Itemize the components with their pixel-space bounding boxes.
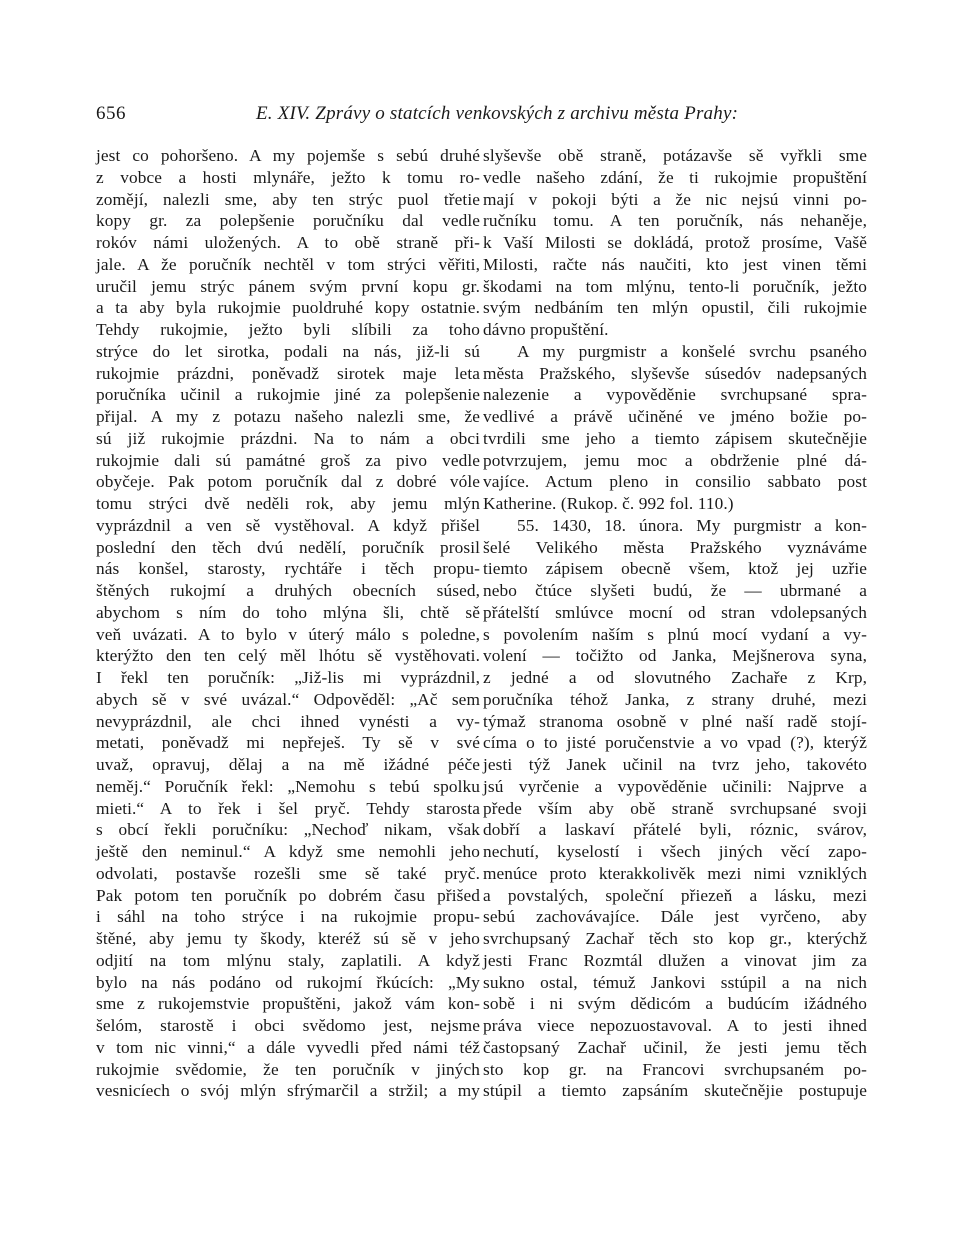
text-line: a ta aby byla rukojmie puoldruhé kopy ostatnie. bbox=[96, 298, 480, 318]
text-line: vajíce. Actum pleno in consilio sabbato post bbox=[483, 472, 867, 492]
text-line: nechutí, kyselostí i všech jiných věcí zapo- bbox=[483, 842, 867, 861]
text-line: poslední den těch dvú nedělí, poručník prosil bbox=[96, 537, 480, 557]
text-line: volení — točižto od Janka, Mejšnerova syna, bbox=[483, 646, 867, 666]
text-line: stúpil a tiemto zapsáním skutečnějie postupuje bbox=[483, 1081, 867, 1101]
text-line: jesti týž Janek učinil na tvrz jeho, takovéto bbox=[483, 755, 867, 774]
text-line: vedle našeho zdání, že ti rukojmie propuštění bbox=[483, 167, 867, 187]
text-line: odjití na tom mlýnu staly, zaplatili. A když bbox=[96, 950, 480, 970]
text-line: zomějí, nalezli sme, aby ten strýc puol třetie bbox=[96, 189, 480, 209]
text-line: přátelští smlúvce mocní od stran vdolepsaných bbox=[483, 602, 867, 622]
text-line: rukojmie prázdni, poněvadž sirotek maje leta bbox=[96, 363, 480, 383]
text-line: potvrzujem, jemu moc a obdrženie plné dá- bbox=[483, 450, 867, 470]
text-line: sto kop gr. na Francovi svrchupsaném po- bbox=[483, 1059, 867, 1079]
text-line: vyprázdnil a ven sě vystěhoval. A když přišel bbox=[96, 515, 480, 535]
text-line: s obcí řekli poručníku: „Nechoď nikam, však bbox=[96, 820, 480, 840]
text-line: rukojmie svědomie, že ten poručník v jiných bbox=[96, 1059, 480, 1079]
text-line: nalezenie a vypověděnie svrchupsané spra- bbox=[483, 385, 867, 405]
text-line: vesnicíech o svój mlýn sfrýmarčil a stržil; a my bbox=[96, 1081, 480, 1101]
text-line: slyševše obě straně, potázavše sě vyřkli sme bbox=[483, 146, 867, 165]
text-line: sú již rukojmie prázdni. Na to nám a obci bbox=[96, 428, 480, 448]
text-line: mieti.“ A to řek i šel pryč. Tehdy starosta bbox=[96, 798, 480, 818]
right-text-column bbox=[483, 145, 867, 1102]
text-line: nebo čtúce slyšeti budú, že — ubrmané a bbox=[483, 581, 867, 600]
text-line: abychom s ním do toho mlýna šli, chtě sě bbox=[96, 602, 480, 622]
text-line: Katherine. (Rukop. č. 992 fol. 110.) bbox=[483, 494, 734, 513]
text-line: nevyprázdnil, ale chci ihned vynésti a vy- bbox=[96, 711, 480, 731]
text-line: přijal. A my z potazu našeho nalezli sme, že bbox=[96, 407, 480, 426]
text-line: tvrdili sme jeho a tiemto zápisem skutečnějie bbox=[483, 428, 867, 448]
text-line: svým nedbáním ten mlýn opustil, čili rukojmie bbox=[483, 298, 867, 318]
text-line: sme z rukojemstvie propuštěni, jakož vám kon- bbox=[96, 994, 480, 1014]
text-line: i sáhl na toho strýce i na rukojmie propu- bbox=[96, 907, 480, 927]
text-line: svrchupsaný Zachař těch sto kop gr., kterýchž bbox=[483, 929, 867, 948]
text-line: veň uvázati. A to bylo v úterý málo s poledne, bbox=[96, 624, 480, 644]
text-line: jest co pohoršeno. A my pojemše s sebú druhé bbox=[96, 146, 480, 165]
text-line: častopsaný Zachař učinil, že jesti jemu těch bbox=[483, 1037, 867, 1057]
text-line: nás konšel, starosty, rychtáře i těch propu- bbox=[96, 559, 480, 579]
text-line: Tehdy rukojmie, ježto byli slíbili za toho bbox=[96, 320, 480, 339]
text-line: v tom nic vinni,“ a dále vyvedli před námi též bbox=[96, 1037, 480, 1057]
text-line: štěných rukojmí a druhých obecních súsed, bbox=[96, 581, 480, 600]
text-line: poručníka učinil a rukojmie jiné za polepšenie bbox=[96, 385, 480, 405]
text-line: metati, poněvadž mi nepřeješ. Ty sě v své bbox=[96, 733, 480, 753]
text-line: šelóm, starostě i obci svědomo jest, nejsme bbox=[96, 1016, 480, 1035]
text-line: strýce do let sirotka, podali na nás, již-li sú bbox=[96, 341, 480, 361]
text-line: A my purgmistr a konšelé svrchu psaného bbox=[517, 341, 867, 361]
text-line: sobě i ni svým dědicóm a budúcím ižádného bbox=[483, 994, 867, 1014]
text-line: menúce proto kterakkolivěk mezi nimi vzniklých bbox=[483, 863, 867, 883]
text-line: Milosti, račte nás naučiti, kto jest vinen těmi bbox=[483, 254, 867, 274]
text-line: štěné, aby jemu ty škody, kteréž sú sě v jeho bbox=[96, 929, 480, 948]
text-line: z jedné a od slovutného Zachaře z Krp, bbox=[483, 668, 867, 687]
text-line: jsú vyrčenie a vypověděnie učinili: Najprve a bbox=[483, 776, 867, 796]
text-line: obyčeje. Pak potom poručník dal z dobré vóle bbox=[96, 472, 480, 492]
page-header bbox=[96, 103, 876, 129]
text-line: 55. 1430, 18. února. My purgmistr a kon- bbox=[517, 515, 867, 535]
text-line: k Vaší Milosti se dokládá, protož prosíme, Vašě bbox=[483, 233, 867, 252]
text-line: rokóv námi uložených. A to obě straně při- bbox=[96, 233, 480, 252]
text-line: města Pražského, slyševše súsedóv nadepsaných bbox=[483, 363, 867, 383]
text-line: tomu strýci dvě neděli rok, aby jemu mlýn bbox=[96, 494, 480, 513]
text-line: abych sě v své uvázal.“ Odpověděl: „Ač sem bbox=[96, 689, 480, 709]
text-line: uvaž, opravuj, dělaj a na mě ižádné péče bbox=[96, 755, 480, 774]
text-line: tiemto zápisem obecně všem, ktož jej uzřie bbox=[483, 559, 867, 579]
text-line: poručníka téhož Janka, z strany druhé, mezi bbox=[483, 689, 867, 709]
text-line: sebú zachovávajíce. Dále jest vyrčeno, aby bbox=[483, 907, 867, 927]
text-line: s povolením naším s plnú mocí vydaní a vy- bbox=[483, 624, 867, 644]
text-line: práva viece nepozuostavoval. A to jesti ihned bbox=[483, 1016, 867, 1035]
text-line: a povstalých, společní přiezeň a lásku, mezi bbox=[483, 885, 867, 905]
text-line: uručil jemu strýc pánem svým první kopu gr. bbox=[96, 276, 480, 296]
text-line: sukno ostal, témuž Jankovi sstúpil a na nich bbox=[483, 972, 867, 992]
text-line: vedlivé a právě učiněné ve jméno božie po- bbox=[483, 407, 867, 426]
text-line: odvolati, postavše rozešli sme sě také pryč. bbox=[96, 863, 480, 883]
text-line: kopy gr. za polepšenie poručníku dal vedle bbox=[96, 211, 480, 231]
text-line: rukojmie dali sú památné groš za pivo vedle bbox=[96, 450, 480, 470]
text-line: dávno propuštění. bbox=[483, 320, 609, 339]
text-line: jesti Franc Rozmtál dlužen a vinovat jim za bbox=[483, 950, 867, 970]
text-line: címa o to jisté poručenstvie a vo vpad (?), kterýž bbox=[483, 733, 867, 753]
text-line: přede vším aby obě straně svrchupsané svoji bbox=[483, 798, 867, 818]
text-line: ještě den neminul.“ A když sme nemohli jeho bbox=[96, 842, 480, 861]
text-line: jale. A že poručník nechtěl v tom strýci věřiti, bbox=[96, 254, 480, 274]
text-line: I řekl ten poručník: „Již-lis mi vyprázdnil, bbox=[96, 668, 480, 687]
text-line: bylo na nás podáno od rukojmí řkúcích: „My bbox=[96, 972, 480, 992]
text-line: škodami na tom mlýnu, tento-li poručník, ježto bbox=[483, 276, 867, 296]
text-line: týmaž stranoma osobně v plné naší radě stojí- bbox=[483, 711, 867, 731]
left-text-column bbox=[96, 145, 480, 1102]
text-line: šelé Velikého města Pražského vyznáváme bbox=[483, 537, 867, 557]
text-line: z vobce a hosti mlynáře, ježto k tomu ro- bbox=[96, 167, 480, 187]
text-line: neměj.“ Poručník řekl: „Nemohu s tebú spolku bbox=[96, 776, 480, 796]
text-line: mají v pokoji býti a že nic nejsú vinni po- bbox=[483, 189, 867, 209]
text-line: ručníku tomu. A ten poručník, nás nehaněje, bbox=[483, 211, 867, 231]
text-line: Pak potom ten poručník po dobrém času přišed bbox=[96, 885, 480, 905]
text-line: kterýžto den ten celý měl lhótu sě vystěhovati. bbox=[96, 646, 480, 666]
page-number: 656 bbox=[96, 103, 126, 124]
running-title: E. XIV. Zprávy o statcích venkovských z archivu města Prahy: bbox=[256, 103, 739, 124]
text-line: dobří a laskaví přátelé byli, róznic, svárov, bbox=[483, 820, 867, 840]
